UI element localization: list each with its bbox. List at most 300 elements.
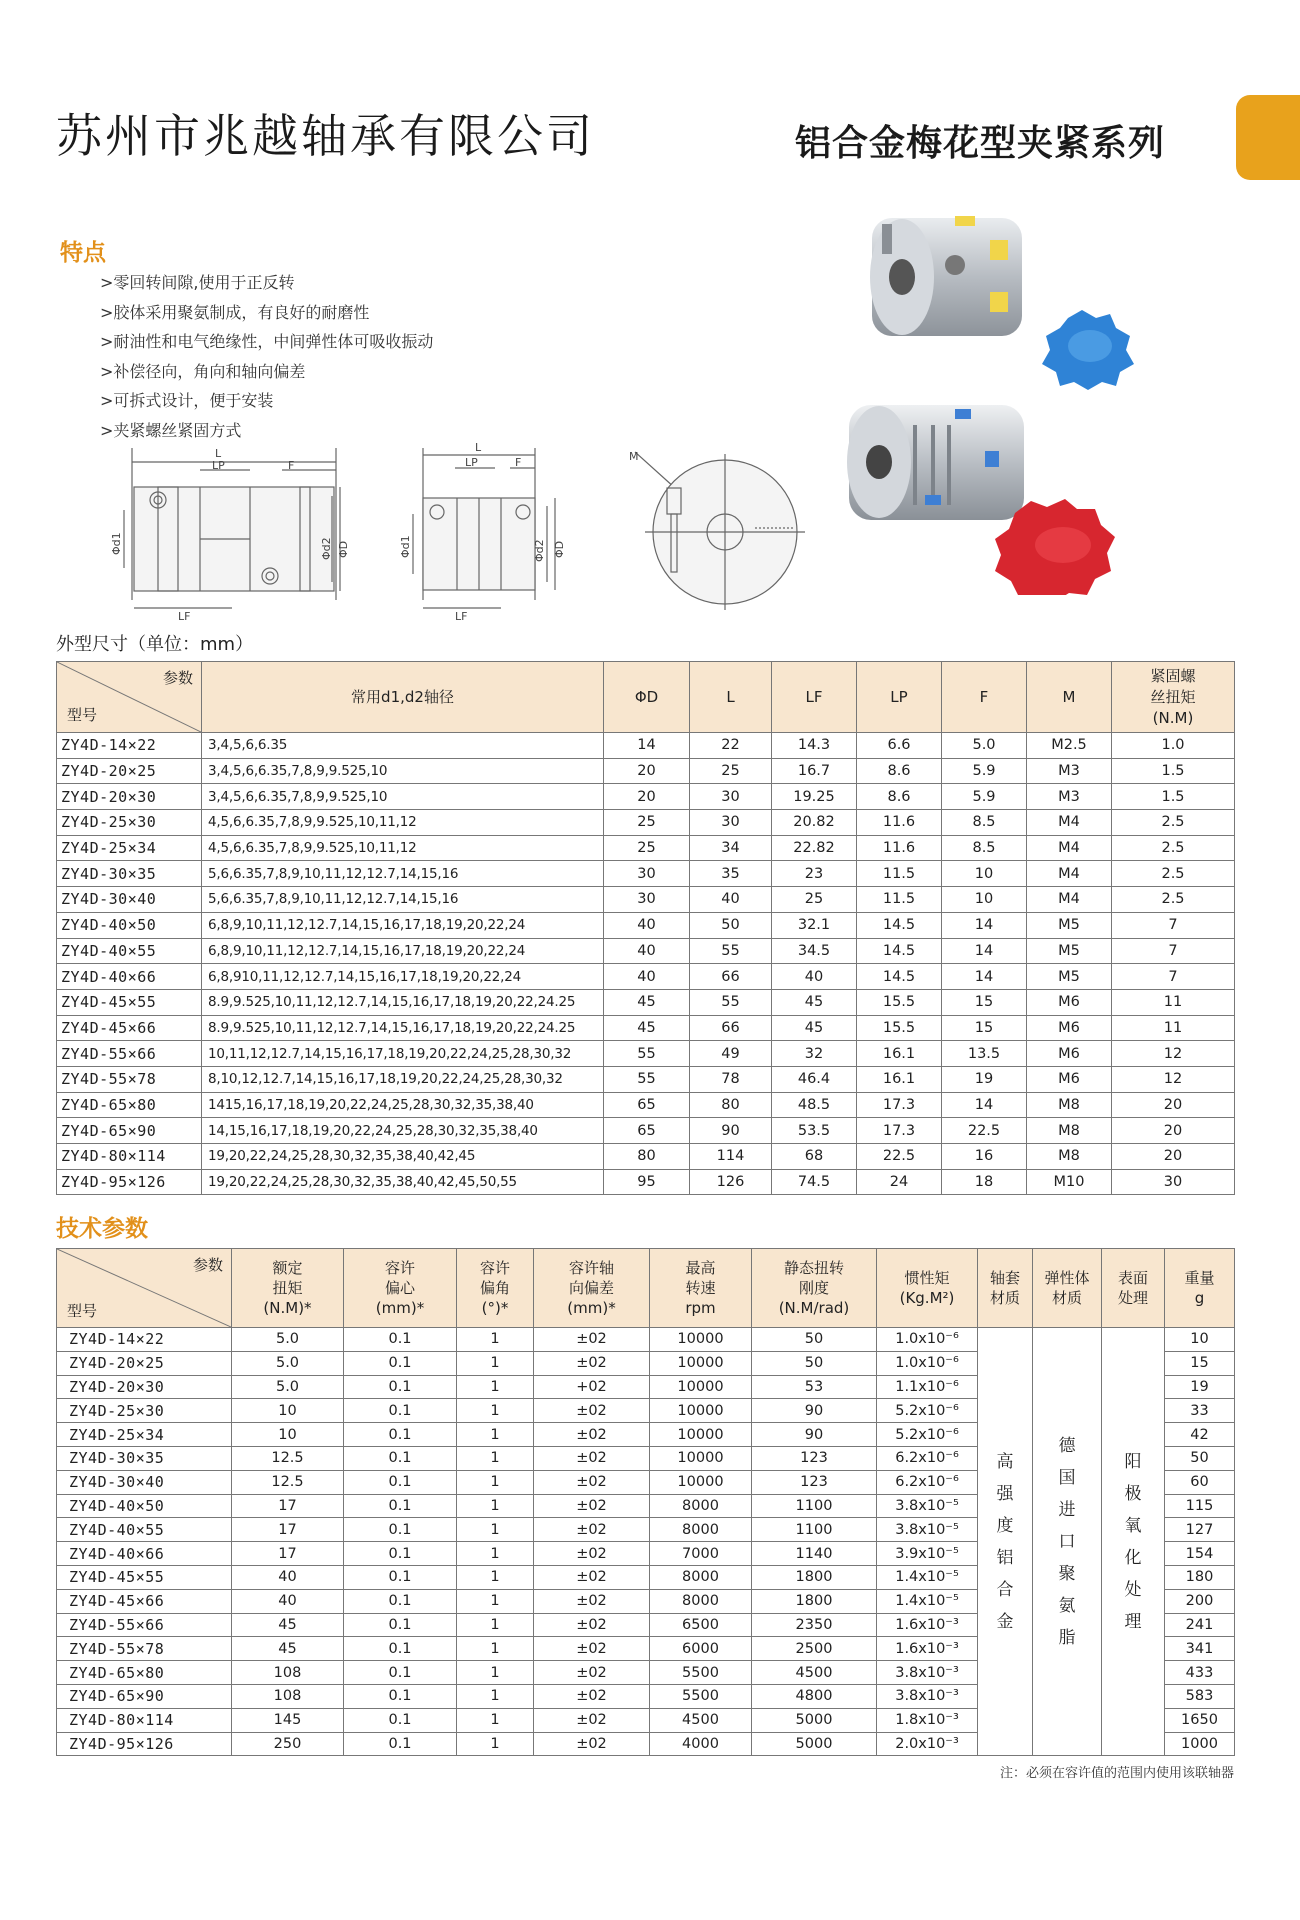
dim-LP-label-2: LP — [465, 456, 478, 469]
table-cell: 25 — [690, 758, 772, 784]
table-cell: 4000 — [650, 1732, 752, 1756]
elastomer-material-cell: 德 国 进 口 聚 氨 脂 — [1033, 1328, 1102, 1756]
dim-D-label: ΦD — [337, 540, 350, 558]
bore-sizes-cell: 6,8,9,10,11,12,12.7,14,15,16,17,18,19,20,22,24 — [202, 912, 604, 938]
table-cell: 115 — [1165, 1494, 1235, 1518]
bore-sizes-cell: 8.9,9.525,10,11,12,12.7,14,15,16,17,18,19,20,22,24.25 — [202, 1015, 604, 1041]
table-cell: ±02 — [534, 1613, 650, 1637]
table-cell: 8000 — [650, 1589, 752, 1613]
table-cell: 95 — [604, 1169, 690, 1195]
table-cell: 14.5 — [857, 964, 942, 990]
table-cell: M4 — [1027, 810, 1112, 836]
feature-item: >耐油性和电气绝缘性，中间弹性体可吸收振动 — [100, 332, 434, 351]
table-cell: 17.3 — [857, 1118, 942, 1144]
table-cell: 0.1 — [344, 1732, 457, 1756]
table-cell: 0.1 — [344, 1637, 457, 1661]
table-cell: 45 — [232, 1637, 344, 1661]
table-cell: 11.6 — [857, 835, 942, 861]
bore-sizes-cell: 8,10,12,12.7,14,15,16,17,18,19,20,22,24,25,28,30,32 — [202, 1066, 604, 1092]
table-row — [57, 1118, 1235, 1144]
tech-header-corner — [57, 1249, 232, 1328]
table-cell: ±02 — [534, 1732, 650, 1756]
table-cell: 53.5 — [772, 1118, 857, 1144]
table-cell: 11 — [1112, 1015, 1235, 1041]
table-row — [57, 1144, 1235, 1170]
table-row — [57, 1066, 1235, 1092]
table-cell: 17.3 — [857, 1092, 942, 1118]
series-title: 铝合金梅花型夹紧系列 — [795, 123, 1166, 164]
table-cell: 80 — [604, 1144, 690, 1170]
table-cell: 1.6x10⁻³ — [877, 1637, 978, 1661]
table-cell: 20 — [1112, 1092, 1235, 1118]
table-cell: 0.1 — [344, 1399, 457, 1423]
table-row — [57, 758, 1235, 784]
table-cell: M5 — [1027, 912, 1112, 938]
bore-sizes-cell: 3,4,5,6,6.35,7,8,9,9.525,10 — [202, 784, 604, 810]
table-cell: 108 — [232, 1661, 344, 1685]
table-cell: 14 — [604, 733, 690, 759]
table-cell: 14.5 — [857, 912, 942, 938]
dim-d2-label-2: Φd2 — [533, 539, 546, 562]
table-cell: 8.6 — [857, 784, 942, 810]
table-cell: 16 — [942, 1144, 1027, 1170]
model-cell: ZY4D-45×66 — [57, 1015, 202, 1041]
model-cell: ZY4D-20×30 — [57, 784, 202, 810]
table-row — [57, 938, 1235, 964]
table-cell: 33 — [1165, 1399, 1235, 1423]
table-cell: 8.5 — [942, 835, 1027, 861]
table-cell: 80 — [690, 1092, 772, 1118]
table-cell: 0.1 — [344, 1565, 457, 1589]
model-cell: ZY4D-40×55 — [57, 1518, 232, 1542]
table-cell: 45 — [604, 1015, 690, 1041]
table-cell: 55 — [690, 938, 772, 964]
table-row — [57, 912, 1235, 938]
table-cell: M8 — [1027, 1144, 1112, 1170]
table-cell: 127 — [1165, 1518, 1235, 1542]
table-cell: 55 — [604, 1066, 690, 1092]
table-cell: 16.1 — [857, 1041, 942, 1067]
table-cell: 5000 — [752, 1708, 877, 1732]
table-cell: 433 — [1165, 1661, 1235, 1685]
table-cell: 180 — [1165, 1565, 1235, 1589]
table-cell: ±02 — [534, 1423, 650, 1447]
tech-col-header: 额定 扭矩 (N.M)* — [232, 1249, 344, 1328]
feature-item: >可拆式设计，便于安装 — [100, 391, 274, 410]
table-cell: ±02 — [534, 1589, 650, 1613]
table-cell: ±02 — [534, 1446, 650, 1470]
bore-sizes-cell: 3,4,5,6,6.35,7,8,9,9.525,10 — [202, 758, 604, 784]
table-cell: 1 — [457, 1351, 534, 1375]
table-cell: 15 — [942, 989, 1027, 1015]
table-cell: 1 — [457, 1565, 534, 1589]
table-cell: 2350 — [752, 1613, 877, 1637]
table-cell: 1 — [457, 1661, 534, 1685]
table-cell: 0.1 — [344, 1423, 457, 1447]
model-cell: ZY4D-14×22 — [57, 733, 202, 759]
table-cell: 20 — [1112, 1118, 1235, 1144]
table-cell: 1 — [457, 1423, 534, 1447]
table-cell: M8 — [1027, 1092, 1112, 1118]
model-cell: ZY4D-40×50 — [57, 912, 202, 938]
table-cell: ±02 — [534, 1708, 650, 1732]
table-row — [57, 989, 1235, 1015]
table-cell: 6.2x10⁻⁶ — [877, 1470, 978, 1494]
table-cell: 1 — [457, 1542, 534, 1566]
header-model-label: 型号 — [67, 706, 98, 724]
model-cell: ZY4D-30×35 — [57, 1446, 232, 1470]
table-cell: 22.5 — [857, 1144, 942, 1170]
hub-material-cell: 高 强 度 铝 合 金 — [978, 1328, 1033, 1756]
table-cell: 40 — [604, 964, 690, 990]
table-row — [57, 1041, 1235, 1067]
table-cell: 65 — [604, 1092, 690, 1118]
table-cell: 20 — [604, 784, 690, 810]
table-cell: 19 — [1165, 1375, 1235, 1399]
model-cell: ZY4D-40×50 — [57, 1494, 232, 1518]
table-cell: 14.3 — [772, 733, 857, 759]
dimensions-header-corner — [57, 662, 202, 733]
table-cell: 0.1 — [344, 1328, 457, 1352]
table-cell: 90 — [752, 1399, 877, 1423]
table-cell: 40 — [772, 964, 857, 990]
table-cell: 0.1 — [344, 1661, 457, 1685]
model-cell: ZY4D-40×66 — [57, 964, 202, 990]
model-cell: ZY4D-65×90 — [57, 1684, 232, 1708]
table-cell: 5.0 — [232, 1351, 344, 1375]
table-cell: 250 — [232, 1732, 344, 1756]
table-cell: M6 — [1027, 1041, 1112, 1067]
tech-col-header: 惯性矩 (Kg.M²) — [877, 1249, 978, 1328]
table-cell: ±02 — [534, 1684, 650, 1708]
table-cell: 1.5 — [1112, 758, 1235, 784]
header-param-label: 参数 — [162, 669, 193, 687]
table-cell: 14 — [942, 912, 1027, 938]
table-cell: M6 — [1027, 989, 1112, 1015]
table-cell: 1 — [457, 1684, 534, 1708]
table-cell: 6.6 — [857, 733, 942, 759]
table-cell: 13.5 — [942, 1041, 1027, 1067]
table-cell: ±02 — [534, 1328, 650, 1352]
table-cell: 7 — [1112, 912, 1235, 938]
model-cell: ZY4D-95×126 — [57, 1732, 232, 1756]
bore-sizes-cell: 19,20,22,24,25,28,30,32,35,38,40,42,45,50,55 — [202, 1169, 604, 1195]
model-cell: ZY4D-80×114 — [57, 1708, 232, 1732]
table-cell: 24 — [857, 1169, 942, 1195]
table-cell: 35 — [690, 861, 772, 887]
model-cell: ZY4D-25×30 — [57, 810, 202, 836]
table-row — [57, 784, 1235, 810]
tech-title: 技术参数 — [56, 1216, 148, 1242]
table-cell: 123 — [752, 1470, 877, 1494]
table-cell: 10000 — [650, 1351, 752, 1375]
bore-sizes-cell: 19,20,22,24,25,28,30,32,35,38,40,42,45 — [202, 1144, 604, 1170]
table-cell: 22.5 — [942, 1118, 1027, 1144]
bore-sizes-cell: 14,15,16,17,18,19,20,22,24,25,28,30,32,35,38,40 — [202, 1118, 604, 1144]
table-cell: 6500 — [650, 1613, 752, 1637]
table-cell: 34.5 — [772, 938, 857, 964]
table-cell: 17 — [232, 1542, 344, 1566]
model-cell: ZY4D-65×90 — [57, 1118, 202, 1144]
bore-sizes-cell: 10,11,12,12.7,14,15,16,17,18,19,20,22,24,25,28,30,32 — [202, 1041, 604, 1067]
bore-sizes-cell: 5,6,6.35,7,8,9,10,11,12,12.7,14,15,16 — [202, 861, 604, 887]
table-cell: 14.5 — [857, 938, 942, 964]
tech-col-header: 静态扭转 刚度 (N.M/rad) — [752, 1249, 877, 1328]
table-cell: 10000 — [650, 1375, 752, 1399]
model-cell: ZY4D-55×78 — [57, 1637, 232, 1661]
table-row — [57, 835, 1235, 861]
table-cell: 1100 — [752, 1518, 877, 1542]
dim-col-header: L — [690, 662, 772, 733]
table-cell: 11.5 — [857, 887, 942, 913]
table-cell: 4500 — [650, 1708, 752, 1732]
table-cell: 0.1 — [344, 1351, 457, 1375]
bore-sizes-cell: 3,4,5,6,6.35 — [202, 733, 604, 759]
table-cell: 16.1 — [857, 1066, 942, 1092]
dim-LF-label-2: LF — [455, 610, 468, 623]
table-cell: 1 — [457, 1637, 534, 1661]
table-cell: 3.8x10⁻³ — [877, 1684, 978, 1708]
table-cell: 20.82 — [772, 810, 857, 836]
table-cell: 6.2x10⁻⁶ — [877, 1446, 978, 1470]
table-cell: 1 — [457, 1518, 534, 1542]
table-cell: 1 — [457, 1328, 534, 1352]
model-cell: ZY4D-45×55 — [57, 1565, 232, 1589]
model-cell: ZY4D-30×40 — [57, 887, 202, 913]
table-cell: 17 — [232, 1494, 344, 1518]
dim-col-header: LF — [772, 662, 857, 733]
table-cell: 1 — [457, 1613, 534, 1637]
table-cell: M4 — [1027, 861, 1112, 887]
tech-col-header: 轴套 材质 — [978, 1249, 1033, 1328]
table-cell: 25 — [604, 835, 690, 861]
dim-col-header: 常用d1,d2轴径 — [202, 662, 604, 733]
table-cell: 20 — [1112, 1144, 1235, 1170]
table-cell: 50 — [1165, 1446, 1235, 1470]
table-cell: 1 — [457, 1399, 534, 1423]
table-cell: 90 — [752, 1423, 877, 1447]
table-cell: ±02 — [534, 1565, 650, 1589]
table-cell: 2.0x10⁻³ — [877, 1732, 978, 1756]
table-cell: 0.1 — [344, 1375, 457, 1399]
table-cell: 2500 — [752, 1637, 877, 1661]
model-cell: ZY4D-20×30 — [57, 1375, 232, 1399]
model-cell: ZY4D-14×22 — [57, 1328, 232, 1352]
bore-sizes-cell: 4,5,6,6.35,7,8,9,9.525,10,11,12 — [202, 835, 604, 861]
table-cell: 10000 — [650, 1446, 752, 1470]
table-cell: 1.4x10⁻⁵ — [877, 1565, 978, 1589]
table-cell: 22.82 — [772, 835, 857, 861]
table-cell: 0.1 — [344, 1708, 457, 1732]
dim-L-label-2: L — [475, 441, 482, 454]
table-row — [57, 1328, 1235, 1352]
table-cell: 50 — [752, 1351, 877, 1375]
table-cell: 16.7 — [772, 758, 857, 784]
tech-col-header: 重量 g — [1165, 1249, 1235, 1328]
surface-treatment-cell: 阳 极 氧 化 处 理 — [1102, 1328, 1165, 1756]
dim-LF-label: LF — [178, 610, 191, 623]
table-cell: 108 — [232, 1684, 344, 1708]
table-cell: ±02 — [534, 1661, 650, 1685]
table-cell: 7 — [1112, 938, 1235, 964]
table-cell: ±02 — [534, 1351, 650, 1375]
table-cell: 1.5 — [1112, 784, 1235, 810]
dim-L-label: L — [215, 447, 222, 460]
table-cell: 4500 — [752, 1661, 877, 1685]
table-cell: 7 — [1112, 964, 1235, 990]
table-cell: ±02 — [534, 1399, 650, 1423]
dim-M-label: M — [629, 450, 639, 463]
table-cell: M3 — [1027, 758, 1112, 784]
table-cell: 49 — [690, 1041, 772, 1067]
model-cell: ZY4D-40×66 — [57, 1542, 232, 1566]
table-cell: 5.2x10⁻⁶ — [877, 1423, 978, 1447]
table-cell: 200 — [1165, 1589, 1235, 1613]
table-row — [57, 1169, 1235, 1195]
table-cell: 78 — [690, 1066, 772, 1092]
table-cell: 12 — [1112, 1041, 1235, 1067]
table-cell: 5500 — [650, 1684, 752, 1708]
table-cell: 5.0 — [942, 733, 1027, 759]
table-cell: 11.5 — [857, 861, 942, 887]
table-cell: 2.5 — [1112, 835, 1235, 861]
tech-col-header: 容许轴 向偏差 (mm)* — [534, 1249, 650, 1328]
table-cell: 40 — [690, 887, 772, 913]
table-cell: 1.8x10⁻³ — [877, 1708, 978, 1732]
table-row — [57, 887, 1235, 913]
table-cell: 145 — [232, 1708, 344, 1732]
table-cell: 5.2x10⁻⁶ — [877, 1399, 978, 1423]
dim-d1-label-2: Φd1 — [399, 535, 412, 558]
drawing-side-view-1 — [100, 440, 350, 625]
table-cell: 0.1 — [344, 1446, 457, 1470]
dim-LP-label: LP — [212, 459, 225, 472]
dim-col-header: M — [1027, 662, 1112, 733]
table-cell: 1.0 — [1112, 733, 1235, 759]
table-cell: 22 — [690, 733, 772, 759]
bore-sizes-cell: 5,6,6.35,7,8,9,10,11,12,12.7,14,15,16 — [202, 887, 604, 913]
table-cell: 3.8x10⁻³ — [877, 1661, 978, 1685]
table-cell: 8000 — [650, 1494, 752, 1518]
table-cell: 8000 — [650, 1518, 752, 1542]
table-cell: ±02 — [534, 1470, 650, 1494]
table-cell: 19.25 — [772, 784, 857, 810]
product-image-blue-coupling — [860, 200, 1180, 400]
table-cell: 14 — [942, 964, 1027, 990]
table-cell: 68 — [772, 1144, 857, 1170]
dim-col-header: F — [942, 662, 1027, 733]
table-cell: 1800 — [752, 1589, 877, 1613]
model-cell: ZY4D-80×114 — [57, 1144, 202, 1170]
table-cell: 3.8x10⁻⁵ — [877, 1494, 978, 1518]
table-cell: 30 — [690, 784, 772, 810]
table-cell: 341 — [1165, 1637, 1235, 1661]
table-cell: 3.9x10⁻⁵ — [877, 1542, 978, 1566]
model-cell: ZY4D-30×40 — [57, 1470, 232, 1494]
table-cell: 45 — [772, 1015, 857, 1041]
table-cell: 1 — [457, 1589, 534, 1613]
table-cell: 50 — [690, 912, 772, 938]
company-name: 苏州市兆越轴承有限公司 — [56, 109, 595, 163]
drawing-side-view-2 — [375, 440, 600, 625]
table-cell: 5.0 — [232, 1328, 344, 1352]
table-cell: 45 — [232, 1613, 344, 1637]
feature-item: >零回转间隙,使用于正反转 — [100, 273, 295, 292]
table-row — [57, 861, 1235, 887]
table-cell: 1 — [457, 1375, 534, 1399]
table-cell: 10 — [942, 861, 1027, 887]
table-cell: 1000 — [1165, 1732, 1235, 1756]
table-cell: 0.1 — [344, 1518, 457, 1542]
section-tab — [1236, 95, 1300, 180]
table-cell: 12.5 — [232, 1470, 344, 1494]
tech-col-header: 容许 偏心 (mm)* — [344, 1249, 457, 1328]
table-cell: 12 — [1112, 1066, 1235, 1092]
tech-params-table — [56, 1248, 1235, 1756]
table-cell: 1 — [457, 1446, 534, 1470]
feature-item: >胶体采用聚氨制成，有良好的耐磨性 — [100, 302, 370, 322]
table-row — [57, 964, 1235, 990]
table-cell: 15.5 — [857, 989, 942, 1015]
table-cell: 40 — [232, 1565, 344, 1589]
model-cell: ZY4D-65×80 — [57, 1092, 202, 1118]
table-cell: M10 — [1027, 1169, 1112, 1195]
dim-F-label: F — [288, 459, 295, 472]
table-cell: 0.1 — [344, 1470, 457, 1494]
table-cell: ±02 — [534, 1637, 650, 1661]
table-row — [57, 733, 1235, 759]
model-cell: ZY4D-40×55 — [57, 938, 202, 964]
model-cell: ZY4D-25×34 — [57, 1423, 232, 1447]
table-cell: M6 — [1027, 1066, 1112, 1092]
table-cell: 154 — [1165, 1542, 1235, 1566]
table-row — [57, 1092, 1235, 1118]
model-cell: ZY4D-55×66 — [57, 1613, 232, 1637]
table-cell: 40 — [604, 938, 690, 964]
table-cell: 4800 — [752, 1684, 877, 1708]
table-cell: 14 — [942, 938, 1027, 964]
dim-F-label-2: F — [515, 456, 522, 469]
table-cell: 0.1 — [344, 1684, 457, 1708]
table-cell: 48.5 — [772, 1092, 857, 1118]
table-cell: 2.5 — [1112, 861, 1235, 887]
table-cell: 1 — [457, 1470, 534, 1494]
table-cell: 23 — [772, 861, 857, 887]
dimensions-label: 外型尺寸（单位：mm） — [56, 634, 254, 655]
table-cell: 0.1 — [344, 1494, 457, 1518]
table-cell: 10000 — [650, 1399, 752, 1423]
table-cell: 1140 — [752, 1542, 877, 1566]
table-cell: 10 — [942, 887, 1027, 913]
table-cell: 25 — [772, 887, 857, 913]
dim-col-header: 紧固螺 丝扭矩 (N.M) — [1112, 662, 1235, 733]
feature-item: >补偿径向，角向和轴向偏差 — [100, 361, 306, 381]
drawing-end-view — [625, 440, 825, 625]
table-cell: 66 — [690, 964, 772, 990]
table-cell: 10 — [232, 1399, 344, 1423]
table-cell: 65 — [604, 1118, 690, 1144]
bore-sizes-cell: 8.9,9.525,10,11,12,12.7,14,15,16,17,18,19,20,22,24.25 — [202, 989, 604, 1015]
table-cell: M4 — [1027, 835, 1112, 861]
table-cell: 30 — [604, 887, 690, 913]
model-cell: ZY4D-45×55 — [57, 989, 202, 1015]
table-cell: M5 — [1027, 938, 1112, 964]
table-cell: 12.5 — [232, 1446, 344, 1470]
table-cell: 32 — [772, 1041, 857, 1067]
table-cell: 46.4 — [772, 1066, 857, 1092]
table-cell: 45 — [604, 989, 690, 1015]
table-cell: 1.6x10⁻³ — [877, 1613, 978, 1637]
